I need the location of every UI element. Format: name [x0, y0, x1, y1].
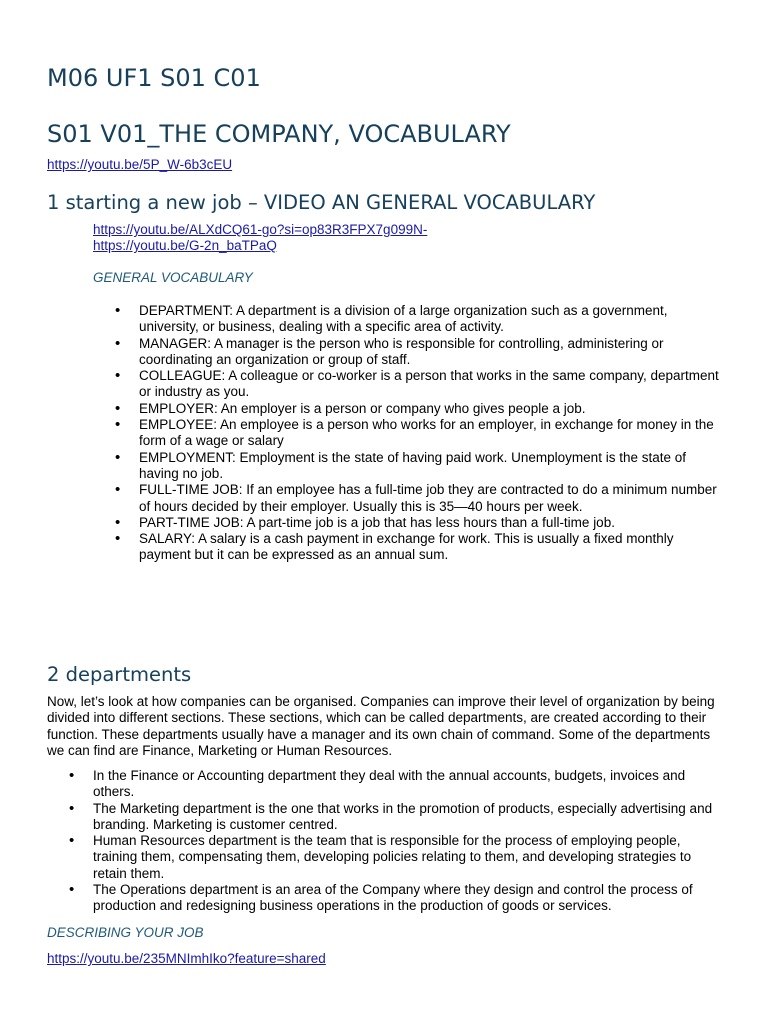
- list-item: • The Operations department is an area of the Company where they design and control the process of production and redesigning business operations in the production of goods or services.: [47, 882, 719, 915]
- list-item: • EMPLOYER: An employer is a person or company who gives people a job.: [93, 401, 721, 417]
- list-item: • EMPLOYEE: An employee is a person who works for an employer, in exchange for money in the form of a wage or salary: [93, 417, 721, 450]
- departments-list: [47, 768, 719, 915]
- general-vocabulary-subheading: GENERAL VOCABULARY: [93, 270, 253, 285]
- part1-heading: 1 starting a new job – VIDEO AN GENERAL VOCABULARY: [47, 191, 596, 214]
- section-title: S01 V01_THE COMPANY, VOCABULARY: [47, 120, 511, 148]
- list-item: • The Marketing department is the one that works in the promotion of products, especially advertising and branding. Marketing is customer centred.: [47, 801, 719, 834]
- document-title: M06 UF1 S01 C01: [47, 64, 261, 92]
- list-item: • PART-TIME JOB: A part-time job is a job that has less hours than a full-time job.: [93, 515, 721, 531]
- list-item: • EMPLOYMENT: Employment is the state of having paid work. Unemployment is the state of having no job.: [93, 450, 721, 483]
- list-item: • SALARY: A salary is a cash payment in exchange for work. This is usually a fixed monthly payment but it can be expressed as an annual sum.: [93, 531, 721, 564]
- describing-job-subheading: DESCRIBING YOUR JOB: [47, 925, 204, 940]
- list-item: • COLLEAGUE: A colleague or co-worker is a person that works in the same company, department or industry as you.: [93, 368, 721, 401]
- list-item: • FULL-TIME JOB: If an employee has a full-time job they are contracted to do a minimum number of hours decided by their employer. Usually this is 35—40 hours per week.: [93, 482, 721, 515]
- departments-paragraph: Now, let’s look at how companies can be organised. Companies can improve their level of organization by being divided into different sections. These sections, which can be called departments, are created according to their function. These departments usually have a manager and its own chain of command. Some of the departments we can find are Finance, Marketing or Human Resources.: [47, 694, 715, 758]
- section-video-link[interactable]: https://youtu.be/5P_W-6b3cEU: [47, 157, 233, 172]
- describing-job-video-link[interactable]: https://youtu.be/235MNImhIko?feature=shared: [47, 951, 326, 966]
- vocabulary-video-link-2[interactable]: https://youtu.be/G-2n_baTPaQ: [93, 238, 277, 253]
- list-item: • Human Resources department is the team that is responsible for the process of employing people, training them, compensating them, developing policies relating to them, and developing strategies to retain them.: [47, 833, 719, 882]
- list-item: • MANAGER: A manager is the person who is responsible for controlling, administering or coordinating an organization or group of staff.: [93, 336, 721, 369]
- list-item: • DEPARTMENT: A department is a division of a large organization such as a government, university, or business, dealing with a specific area of activity.: [93, 303, 721, 336]
- vocabulary-video-link-1[interactable]: https://youtu.be/ALXdCQ61-go?si=op83R3FPX7g099N-: [93, 222, 428, 237]
- list-item: • In the Finance or Accounting department they deal with the annual accounts, budgets, invoices and others.: [47, 768, 719, 801]
- part2-heading: 2 departments: [47, 663, 192, 686]
- vocabulary-list: [93, 303, 721, 564]
